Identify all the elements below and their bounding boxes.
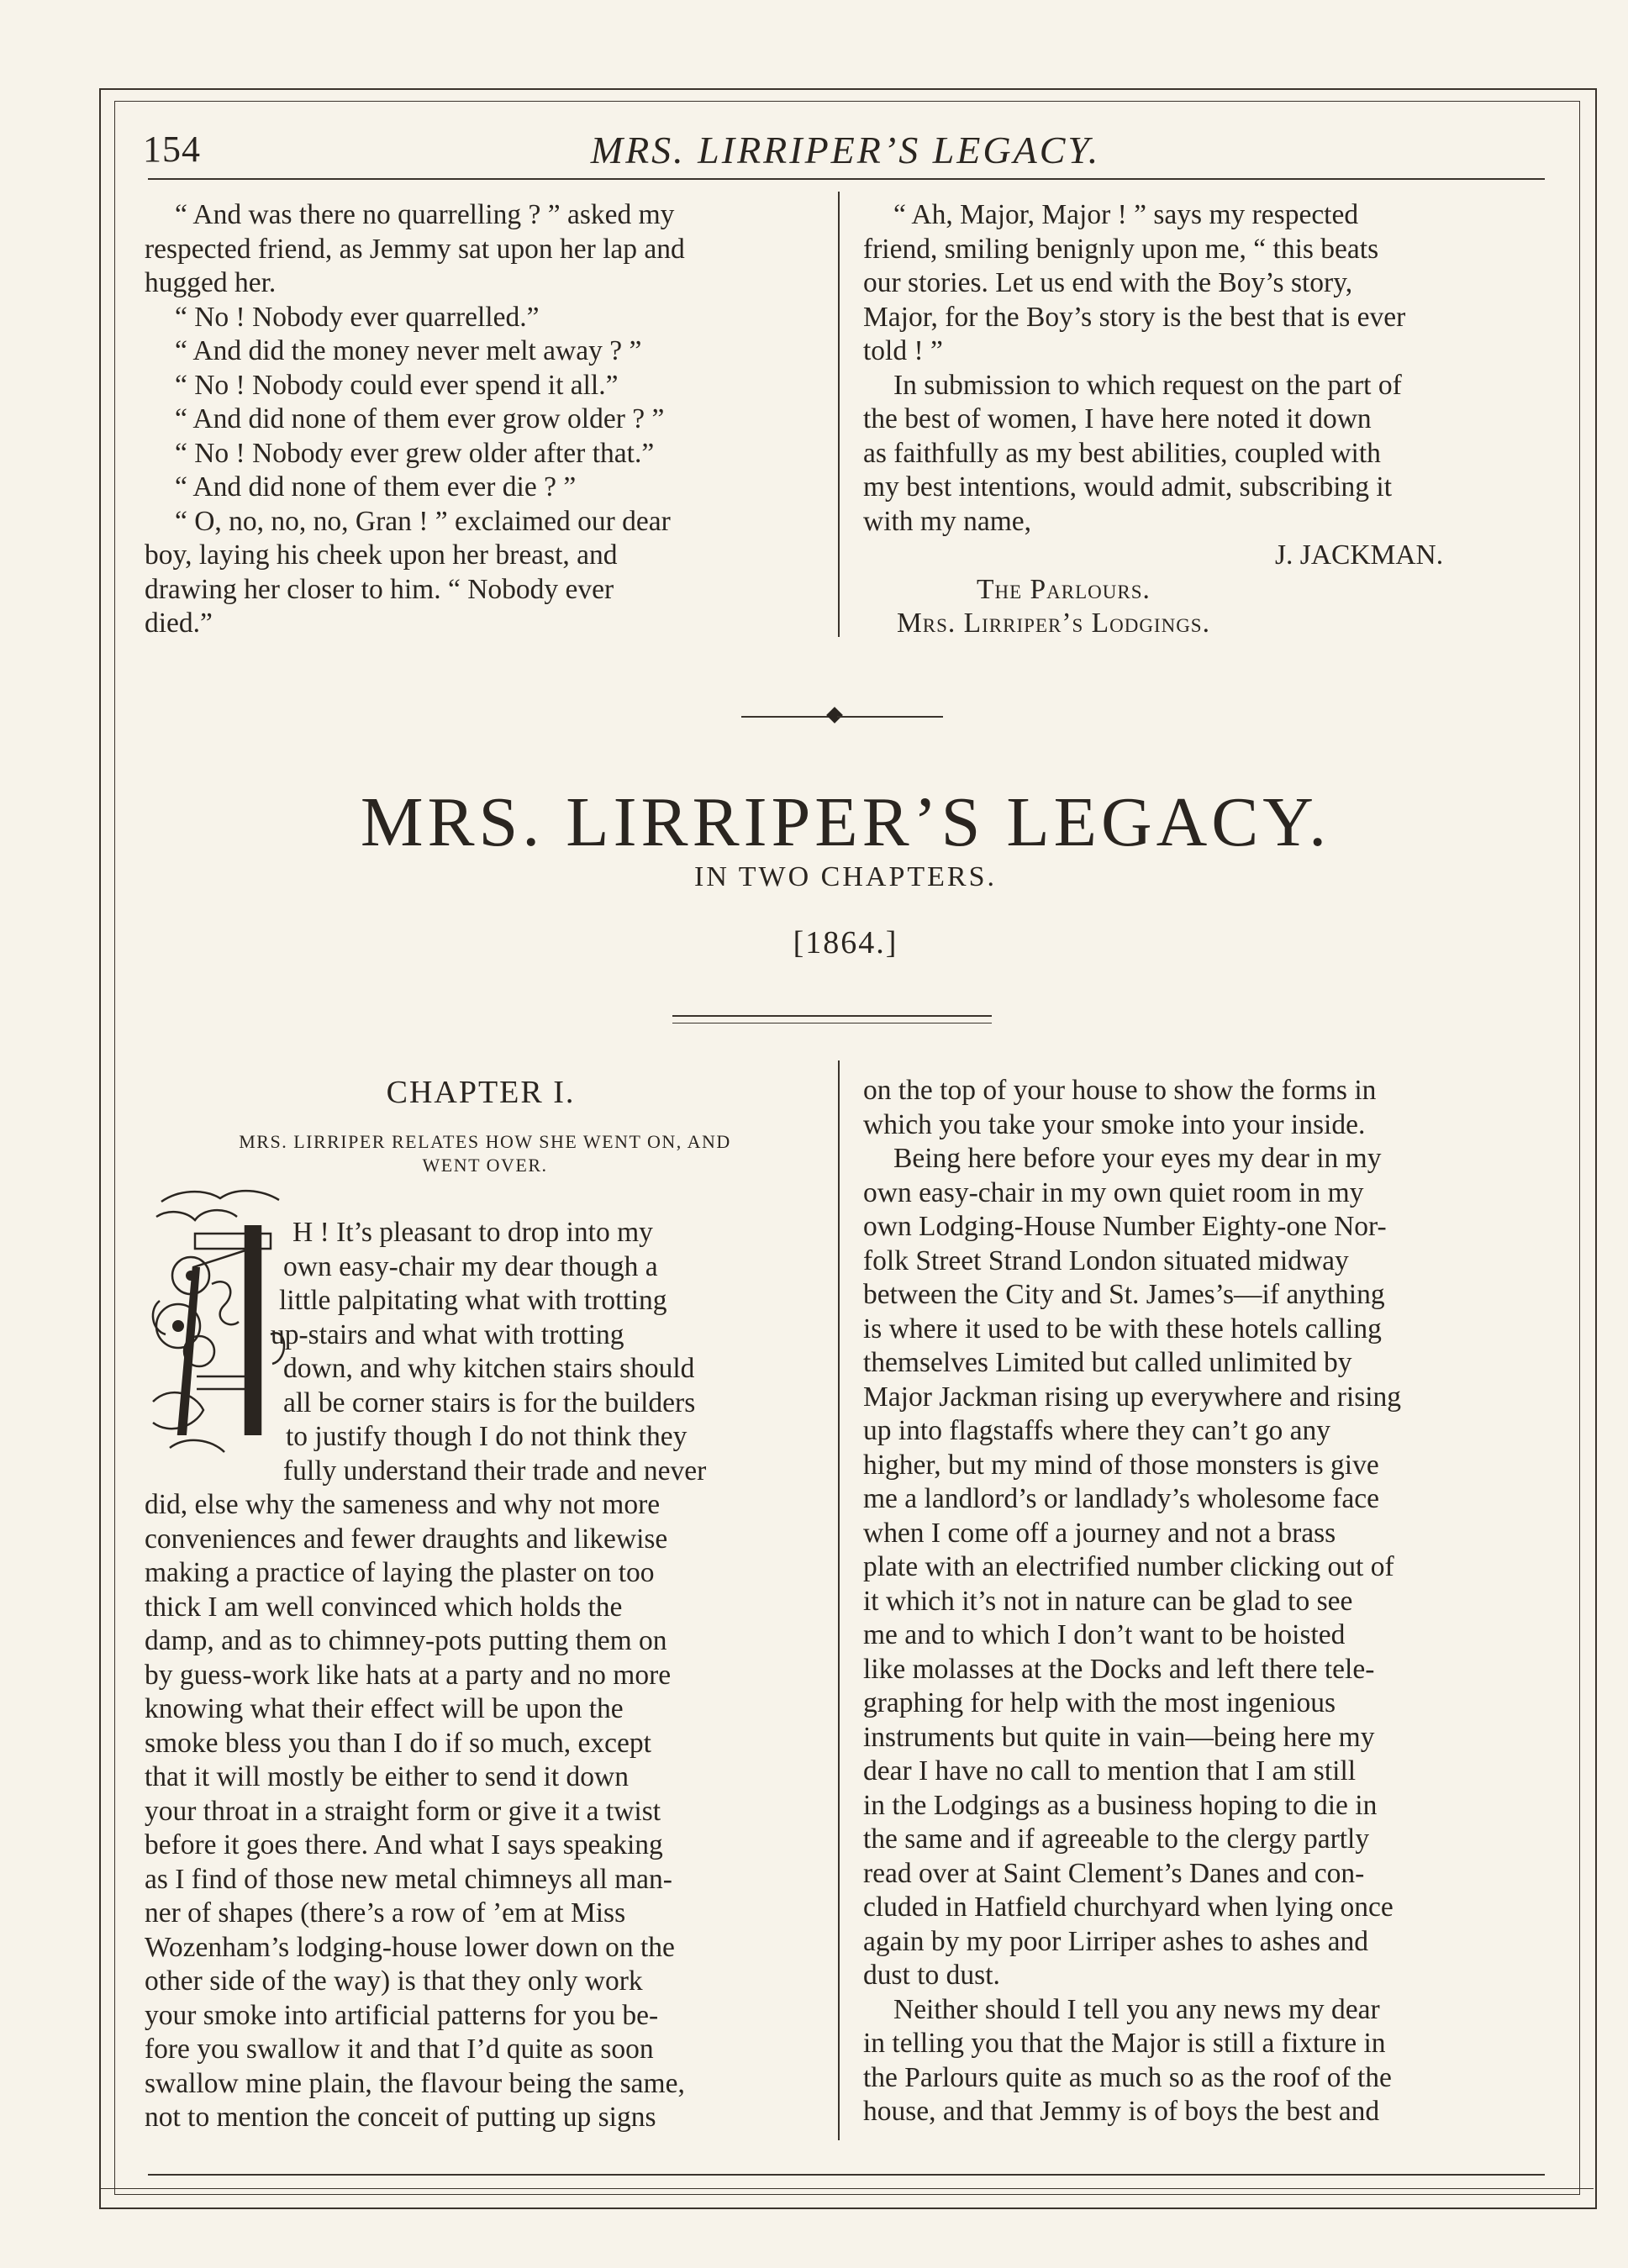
text-line: “ Ah, Major, Major ! ” says my respected — [893, 199, 1359, 230]
text-line: thick I am well convinced which holds the — [145, 1591, 623, 1623]
text-line: all be corner stairs is for the builders — [283, 1387, 696, 1418]
text-line: ner of shapes (there’s a row of ’em at Miss — [145, 1897, 626, 1929]
text-line: that it will mostly be either to send it down — [145, 1761, 629, 1792]
text-line: swallow mine plain, the flavour being the same, — [145, 2067, 685, 2099]
text-line: died.” — [145, 608, 213, 639]
text-line: my best intentions, would admit, subscribing it — [863, 471, 1393, 503]
address-line: The Parlours. — [977, 573, 1151, 605]
story-title: MRS. LIRRIPER’S LEGACY. — [360, 783, 1331, 861]
text-line: down, and why kitchen stairs should — [283, 1353, 695, 1384]
text-line: own Lodging-House Number Eighty-one Nor- — [863, 1211, 1387, 1242]
page-number: 154 — [143, 129, 201, 170]
text-line: is where it used to be with these hotels calling — [863, 1313, 1382, 1344]
text-line: Being here before your eyes my dear in my — [893, 1143, 1382, 1174]
footer-rule — [148, 2174, 1545, 2176]
ornament-rule-right — [837, 716, 943, 718]
text-line: “ No ! Nobody ever quarrelled.” — [175, 301, 540, 333]
text-line: Major, for the Boy’s story is the best that is ever — [863, 301, 1406, 333]
text-line: knowing what their effect will be upon the — [145, 1693, 624, 1724]
signature: J. JACKMAN. — [1275, 539, 1444, 571]
text-line: between the City and St. James’s—if anything — [863, 1279, 1385, 1310]
text-line: in the Lodgings as a business hoping to die in — [863, 1789, 1378, 1821]
text-line: it which it’s not in nature can be glad to see — [863, 1585, 1353, 1617]
text-line: dear I have no call to mention that I am still — [863, 1755, 1357, 1787]
ornament-rule-left — [741, 716, 832, 718]
chapter-subheading — [153, 1130, 817, 1177]
chapter-right-column — [863, 1074, 1544, 2129]
title-rule — [672, 1015, 992, 1017]
text-line: dust to dust. — [863, 1960, 1000, 1991]
text-line: before it goes there. And what I says speaking — [145, 1829, 663, 1860]
text-line: as faithfully as my best abilities, coupled with — [863, 437, 1381, 469]
text-line: own easy-chair my dear though a — [283, 1250, 658, 1282]
text-line: Neither should I tell you any news my dear — [893, 1993, 1380, 2025]
text-line: “ And did the money never melt away ? ” — [175, 335, 642, 366]
text-line: respected friend, as Jemmy sat upon her lap and — [145, 233, 685, 265]
text-line: did, else why the sameness and why not more — [145, 1489, 661, 1520]
text-line: “ No ! Nobody could ever spend it all.” — [175, 369, 619, 401]
text-line: on the top of your house to show the forms in — [863, 1075, 1377, 1106]
text-line: in telling you that the Major is still a fixture in — [863, 2028, 1386, 2059]
text-line: Major Jackman rising up everywhere and rising — [863, 1381, 1402, 1413]
top-right-column — [863, 198, 1544, 641]
text-line: like molasses at the Docks and left there tele- — [863, 1653, 1375, 1685]
story-year: [1864.] — [793, 925, 898, 960]
text-line: “ And did none of them ever grow older ? ” — [175, 403, 665, 434]
text-line: hugged her. — [145, 267, 277, 298]
text-line: when I come off a journey and not a brass — [863, 1517, 1336, 1549]
text-line: Wozenham’s lodging-house lower down on the — [145, 1931, 675, 1963]
chapter-left-column — [145, 1216, 817, 2135]
text-line: little palpitating what with trotting — [279, 1285, 667, 1316]
text-line: graphing for help with the most ingenious — [863, 1687, 1336, 1718]
text-line: drawing her closer to him. “ Nobody ever — [145, 573, 614, 605]
text-line: as I find of those new metal chimneys all man- — [145, 1863, 672, 1895]
chapter-heading: CHAPTER I. — [386, 1075, 576, 1110]
text-line: higher, but my mind of those monsters is give — [863, 1449, 1379, 1481]
chapter-subheading-line: MRS. LIRRIPER RELATES HOW SHE WENT ON, AND — [239, 1131, 731, 1152]
story-subtitle: IN TWO CHAPTERS. — [694, 861, 997, 892]
column-divider-top — [838, 192, 840, 637]
text-line: fully understand their trade and never — [283, 1455, 707, 1487]
text-line: told ! ” — [863, 335, 943, 366]
text-line: our stories. Let us end with the Boy’s story, — [863, 267, 1353, 298]
text-line: the best of women, I have here noted it down — [863, 403, 1372, 434]
text-line: “ O, no, no, no, Gran ! ” exclaimed our dear — [175, 505, 671, 537]
text-line: again by my poor Lirriper ashes to ashes and — [863, 1925, 1368, 1957]
text-line: cluded in Hatfield churchyard when lying once — [863, 1892, 1394, 1923]
text-line: friend, smiling benignly upon me, “ this beats — [863, 233, 1379, 265]
text-line: themselves Limited but called unlimited by — [863, 1347, 1352, 1378]
text-line: other side of the way) is that they only work — [145, 1965, 643, 1997]
text-line: smoke bless you than I do if so much, except — [145, 1727, 651, 1759]
text-line: own easy-chair in my own quiet room in my — [863, 1176, 1364, 1208]
text-line: read over at Saint Clement’s Danes and con- — [863, 1857, 1365, 1889]
text-line: “ No ! Nobody ever grew older after that.” — [175, 437, 655, 469]
text-line: fore you swallow it and that I’d quite as soon — [145, 2034, 654, 2065]
address-line: Mrs. Lirriper’s Lodgings. — [897, 608, 1210, 639]
text-line: to justify though I do not think they — [286, 1421, 688, 1452]
header-rule — [148, 178, 1545, 180]
text-line: the Parlours quite as much so as the roof of the — [863, 2061, 1392, 2093]
top-left-column — [145, 198, 817, 641]
text-line: making a practice of laying the plaster on too — [145, 1557, 655, 1588]
text-line: me a landlord’s or landlady’s wholesome face — [863, 1483, 1379, 1514]
text-line: by guess-work like hats at a party and no more — [145, 1659, 672, 1691]
text-line: the same and if agreeable to the clergy partly — [863, 1823, 1370, 1855]
text-line: H ! It’s pleasant to drop into my — [292, 1217, 653, 1248]
text-line: up-stairs and what with trotting — [271, 1318, 624, 1350]
text-line: instruments but quite in vain—being here my — [863, 1721, 1375, 1753]
text-line: with my name, — [863, 505, 1032, 537]
column-divider-bottom — [838, 1060, 840, 2140]
text-line: boy, laying his cheek upon her breast, and — [145, 539, 618, 571]
text-line: plate with an electrified number clicking out of — [863, 1551, 1394, 1582]
running-title: MRS. LIRRIPER’S LEGACY. — [590, 129, 1101, 171]
chapter-subheading-line: WENT OVER. — [422, 1155, 548, 1176]
text-line: In submission to which request on the part of — [893, 369, 1402, 401]
text-line: me and to which I don’t want to be hoisted — [863, 1619, 1346, 1650]
text-line: “ And did none of them ever die ? ” — [175, 471, 577, 503]
text-line: not to mention the conceit of putting up signs — [145, 2102, 656, 2133]
footer-rule — [99, 2188, 1594, 2189]
text-line: damp, and as to chimney-pots putting them on — [145, 1625, 667, 1656]
text-line: “ And was there no quarrelling ? ” asked my — [175, 199, 675, 230]
text-line: folk Street Strand London situated midway — [863, 1245, 1349, 1276]
text-line: your throat in a straight form or give it a twist — [145, 1795, 661, 1827]
text-line: house, and that Jemmy is of boys the best and — [863, 2096, 1380, 2127]
text-line: conveniences and fewer draughts and likewise — [145, 1523, 668, 1555]
text-line: which you take your smoke into your inside. — [863, 1108, 1366, 1140]
text-line: your smoke into artificial patterns for you be- — [145, 1999, 659, 2031]
page-header — [143, 128, 1548, 178]
text-line: up into flagstaffs where they can’t go any — [863, 1415, 1331, 1446]
